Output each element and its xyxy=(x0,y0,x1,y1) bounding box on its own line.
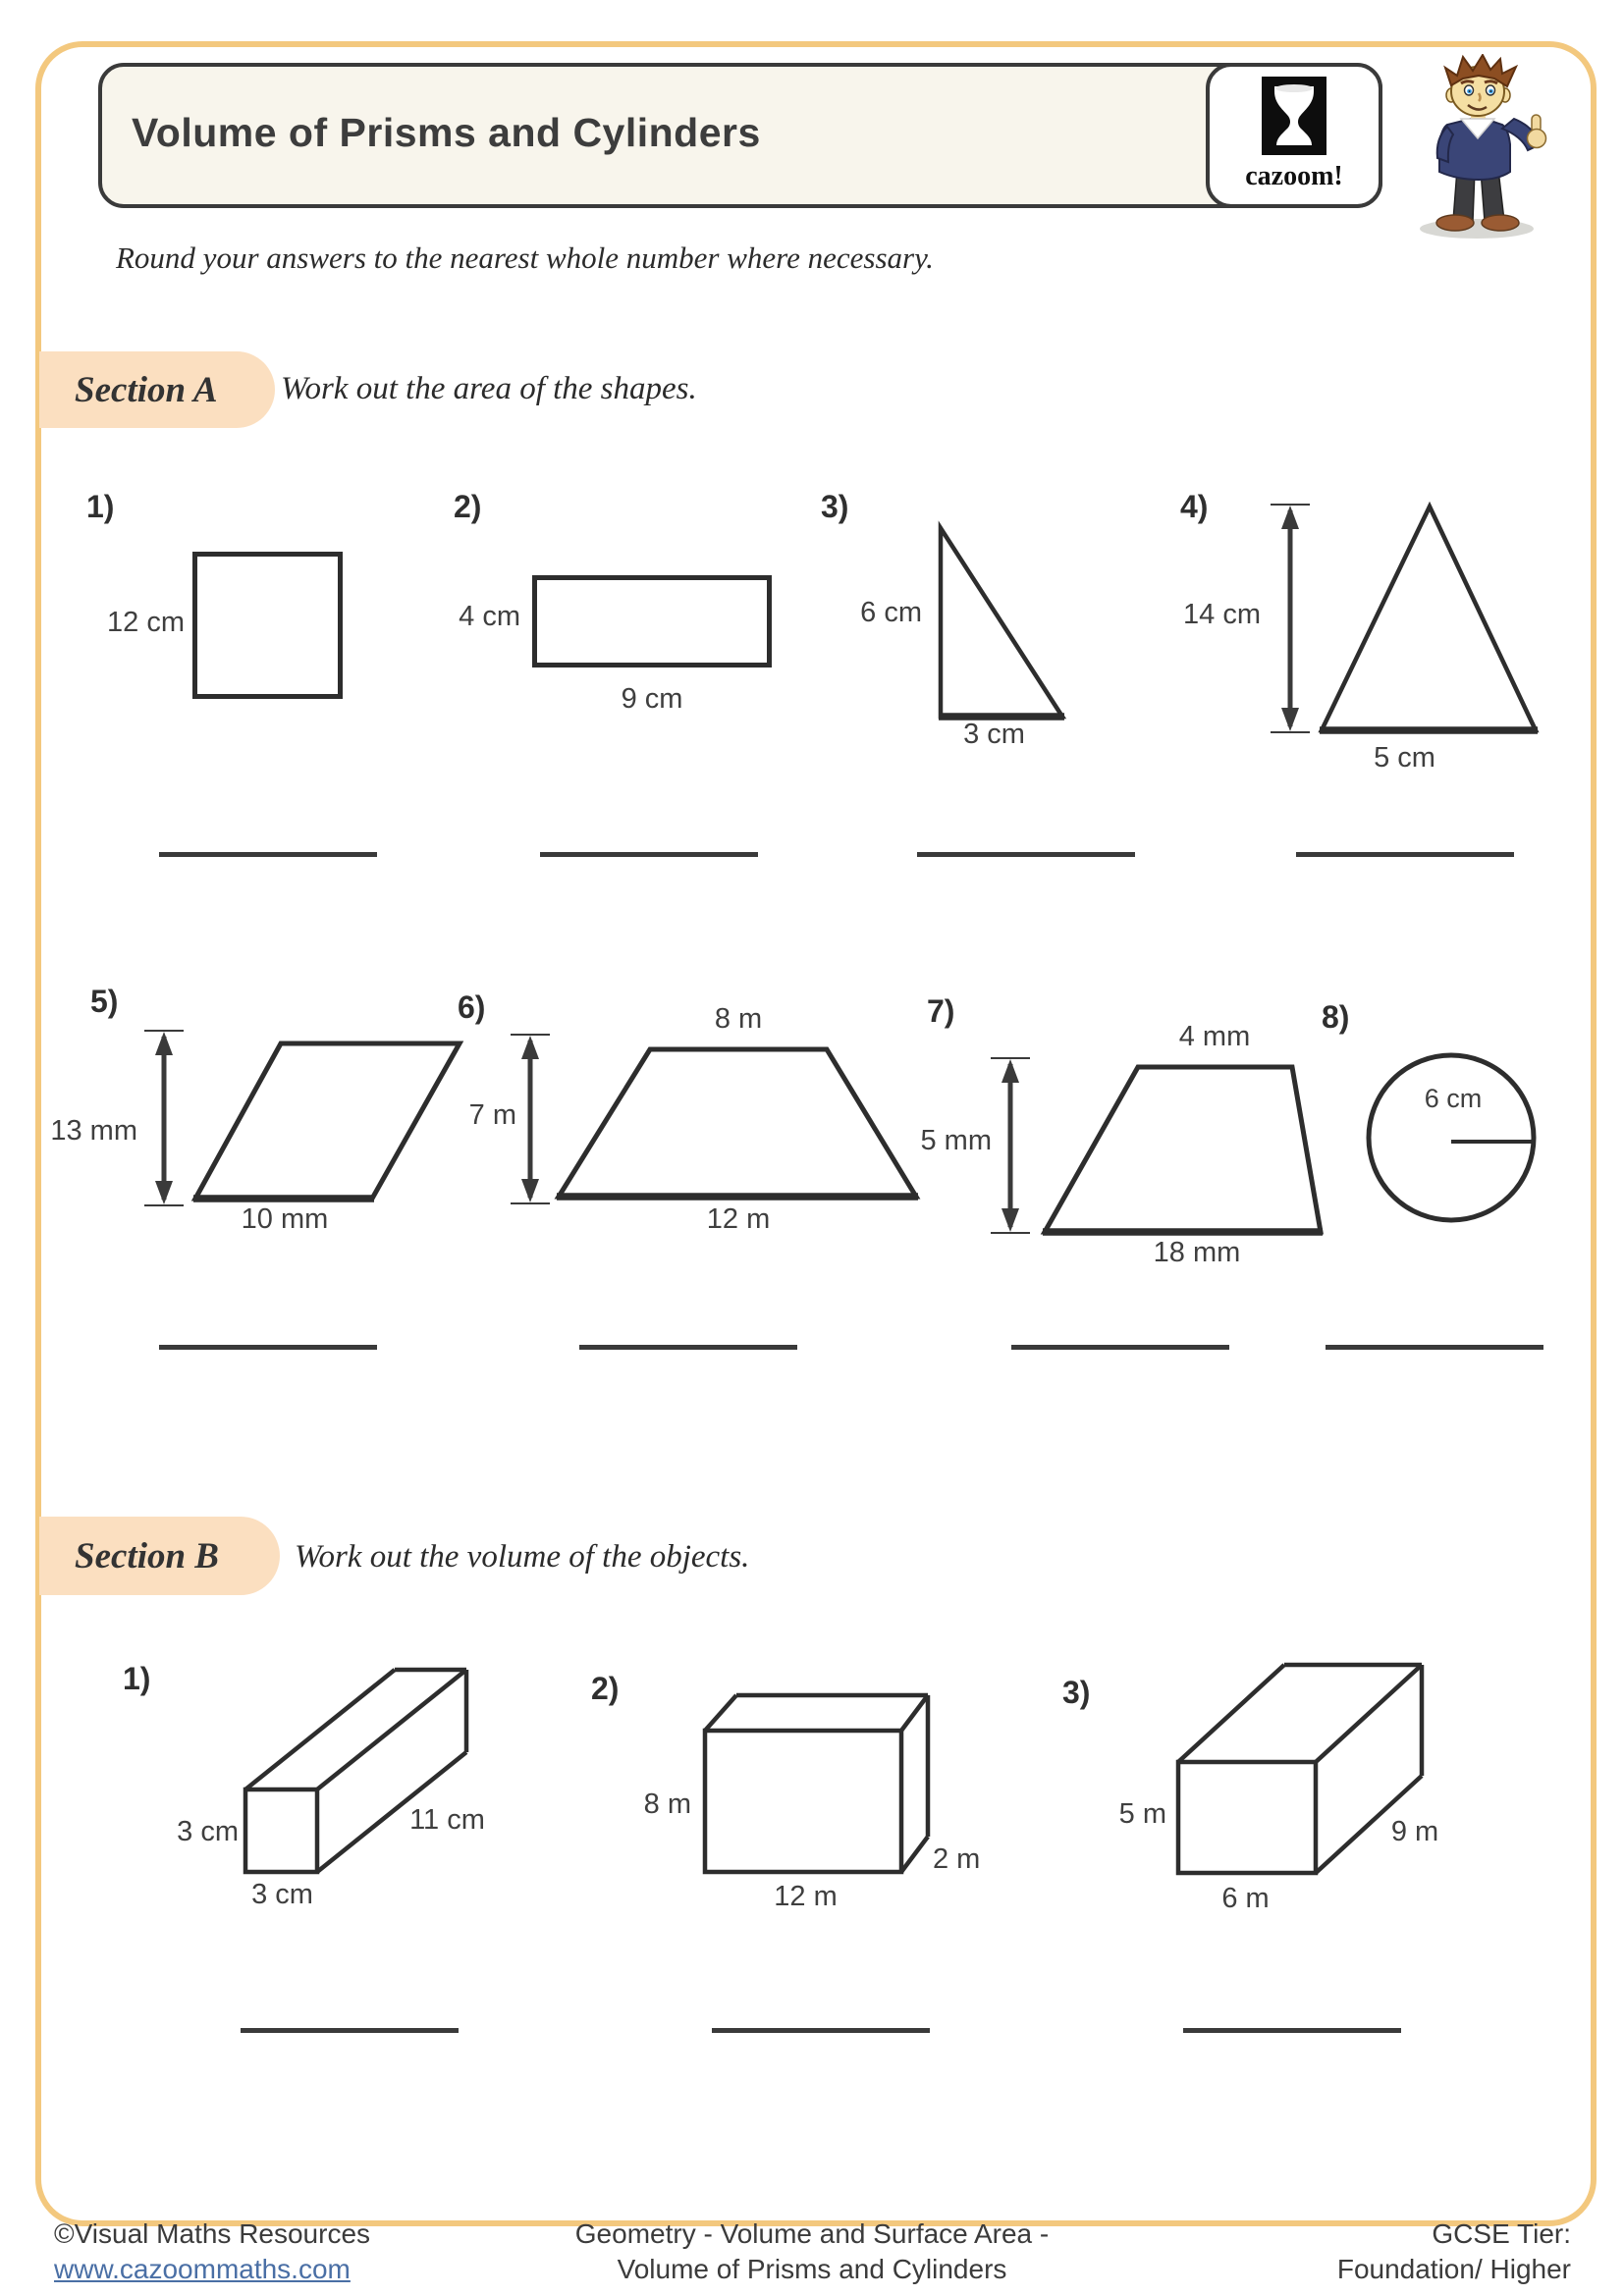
dimension-label: 14 cm xyxy=(1183,599,1261,630)
dimension-label: 12 m xyxy=(774,1881,838,1912)
isosceles-triangle-shape xyxy=(1314,499,1544,742)
answer-line xyxy=(159,852,377,857)
cuboid-shape xyxy=(682,1664,943,1890)
dimension-label: 3 cm xyxy=(963,719,1025,750)
dimension-label: 9 m xyxy=(1390,1816,1439,1847)
cazoom-logo-text: cazoom! xyxy=(1245,161,1343,191)
dimension-label: 4 mm xyxy=(1178,1021,1251,1052)
dimension-label: 9 cm xyxy=(621,683,683,715)
question-number: 4) xyxy=(1180,489,1209,524)
answer-line xyxy=(917,852,1135,857)
dimension-label: 12 cm xyxy=(107,607,185,638)
section-b-label-text: Section B xyxy=(75,1535,219,1576)
question-number: 3) xyxy=(821,489,849,524)
square-shape xyxy=(192,552,343,699)
section-a-label-text: Section A xyxy=(75,369,218,410)
dimension-label: 13 mm xyxy=(50,1115,137,1147)
dimension-label: 10 mm xyxy=(241,1203,329,1235)
footer-center-line1: Geometry - Volume and Surface Area - xyxy=(574,2218,1050,2249)
dimension-label: 5 cm xyxy=(1374,742,1435,774)
question-number: 3) xyxy=(1062,1675,1091,1710)
worksheet-instruction: Round your answers to the nearest whole number where necessary. xyxy=(116,240,934,275)
question-number: 8) xyxy=(1322,999,1350,1035)
dimension-label: 8 m xyxy=(643,1789,691,1820)
question-number: 1) xyxy=(86,489,115,524)
dimension-label: 3 cm xyxy=(251,1879,313,1910)
answer-line xyxy=(1326,1345,1543,1350)
footer-tier-line2: Foundation/ Higher xyxy=(1336,2254,1571,2284)
dimension-label: 6 m xyxy=(1221,1883,1270,1914)
trapezium-shape xyxy=(548,1041,931,1209)
dimension-label: 4 cm xyxy=(459,601,520,632)
dimension-label: 5 m xyxy=(1118,1798,1166,1830)
cuboid-shape xyxy=(152,1625,491,1919)
answer-line xyxy=(712,2028,930,2033)
cazoom-logo-icon xyxy=(1262,77,1326,155)
circle-shape xyxy=(1365,1042,1542,1235)
question-number: 2) xyxy=(454,489,482,524)
footer-center-line2: Volume of Prisms and Cylinders xyxy=(617,2254,1007,2284)
footer-tier-line1: GCSE Tier: xyxy=(1432,2218,1571,2249)
dimension-label: 8 m xyxy=(714,1003,763,1035)
question-number: 7) xyxy=(927,993,955,1029)
parallelogram-shape xyxy=(185,1035,471,1211)
dimension-label: 6 cm xyxy=(860,597,922,628)
dimension-label: 5 mm xyxy=(920,1125,992,1156)
answer-line xyxy=(540,852,758,857)
section-a-instruction: Work out the area of the shapes. xyxy=(281,371,697,406)
question-number: 6) xyxy=(458,989,486,1025)
question-number: 2) xyxy=(591,1671,620,1706)
dimension-label: 18 mm xyxy=(1153,1237,1241,1268)
height-arrow xyxy=(989,1056,1032,1235)
height-arrow xyxy=(142,1029,186,1207)
section-b-instruction: Work out the volume of the objects. xyxy=(295,1539,750,1575)
right-triangle-shape xyxy=(935,520,1072,728)
answer-line xyxy=(1011,1345,1229,1350)
dimension-label: 6 cm xyxy=(1424,1084,1483,1113)
cuboid-shape xyxy=(1164,1649,1438,1890)
dimension-label: 12 m xyxy=(706,1203,771,1235)
trapezium-shape xyxy=(1031,1058,1331,1245)
dimension-label: 11 cm xyxy=(409,1804,485,1836)
section-b-label xyxy=(39,1517,280,1595)
question-number: 5) xyxy=(90,984,119,1019)
height-arrow xyxy=(1269,503,1312,734)
answer-line xyxy=(1183,2028,1401,2033)
question-number: 1) xyxy=(123,1661,151,1696)
rectangle-shape xyxy=(532,575,772,667)
footer-copyright: ©Visual Maths Resources xyxy=(54,2218,371,2249)
dimension-label: 2 m xyxy=(933,1843,981,1875)
section-a-label xyxy=(39,351,275,428)
answer-line xyxy=(159,1345,377,1350)
answer-line xyxy=(241,2028,459,2033)
footer-website-link[interactable]: www.cazoommaths.com xyxy=(54,2254,351,2284)
answer-line xyxy=(1296,852,1514,857)
dimension-label: 7 m xyxy=(468,1099,516,1131)
dimension-label: 3 cm xyxy=(177,1816,239,1847)
mascot-illustration xyxy=(1396,54,1563,240)
page-title: Volume of Prisms and Cylinders xyxy=(132,110,761,155)
answer-line xyxy=(579,1345,797,1350)
